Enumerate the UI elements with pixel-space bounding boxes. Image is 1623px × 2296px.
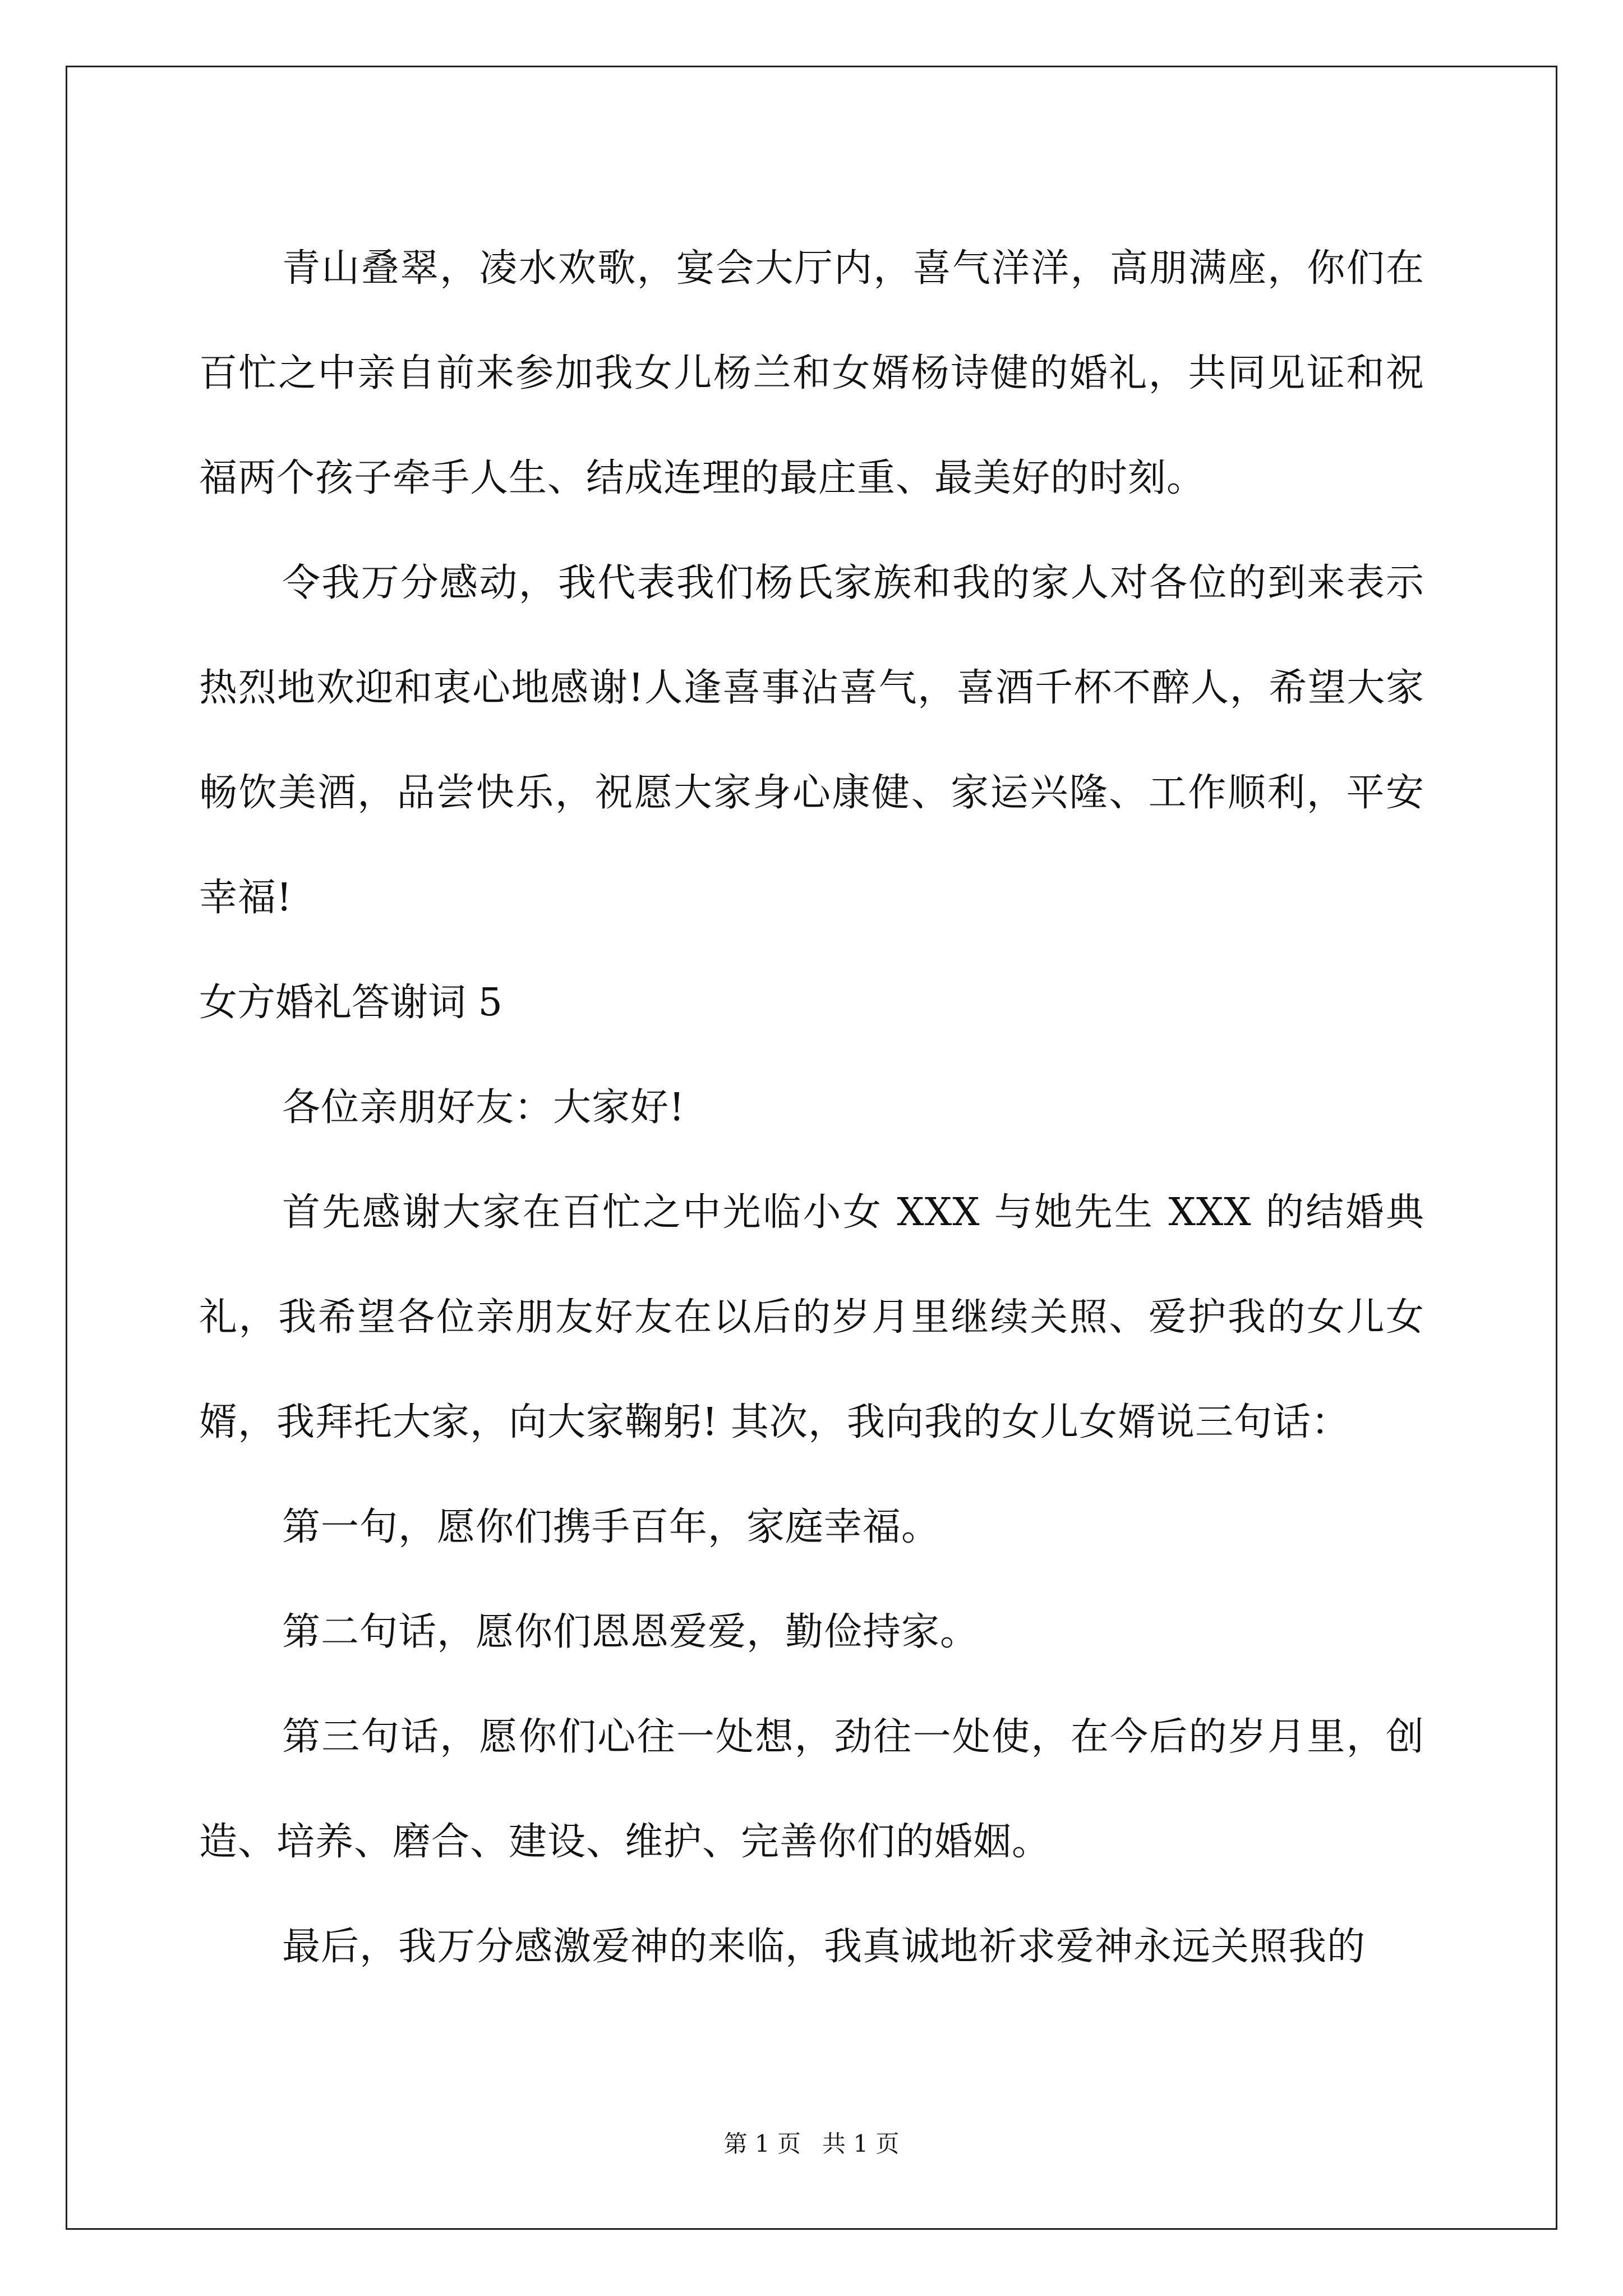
- page-footer: [0, 2127, 1623, 2161]
- paragraph-third-sentence: 第三句话，愿你们心往一处想，劲往一处使，在今后的岁月里，创造、培养、磨合、建设、维护、完善你们的婚姻。: [199, 1715, 1424, 1864]
- paragraph-thanks: 令我万分感动，我代表我们杨氏家族和我的家人对各位的到来表示热烈地欢迎和衷心地感谢!人逢喜事沾喜气，喜酒千杯不醉人，希望大家畅饮美酒，品尝快乐，祝愿大家身心康健、家运兴隆、工作顺利，平安幸福!: [199, 561, 1424, 920]
- page-total: 共 1 页: [822, 2130, 900, 2157]
- paragraph-greeting: 各位亲朋好友：大家好!: [282, 1085, 685, 1130]
- paragraph-first-sentence: 第一句，愿你们携手百年，家庭幸福。: [282, 1505, 940, 1549]
- section-title: 女方婚礼答谢词 5: [199, 981, 502, 1025]
- paragraph-second-sentence: 第二句话，愿你们恩恩爱爱，勤俭持家。: [282, 1610, 979, 1654]
- paragraph-gratitude: 首先感谢大家在百忙之中光临小女 XXX 与她先生 XXX 的结婚典礼，我希望各位亲朋友好友在以后的岁月里继续关照、爱护我的女儿女婿，我拜托大家，向大家鞠躬! 其次，我向我的女儿女婿说三句话：: [199, 1190, 1424, 1444]
- paragraph-welcome: 青山叠翠，凌水欢歌，宴会大厅内，喜气洋洋，高朋满座，你们在百忙之中亲自前来参加我女儿杨兰和女婿杨诗健的婚礼，共同见证和祝福两个孩子牵手人生、结成连理的最庄重、最美好的时刻。: [199, 246, 1424, 500]
- document-body: [199, 216, 1424, 1999]
- page-number: 第 1 页: [723, 2130, 801, 2157]
- paragraph-closing: 最后，我万分感激爱神的来临，我真诚地祈求爱神永远关照我的: [282, 1925, 1366, 1969]
